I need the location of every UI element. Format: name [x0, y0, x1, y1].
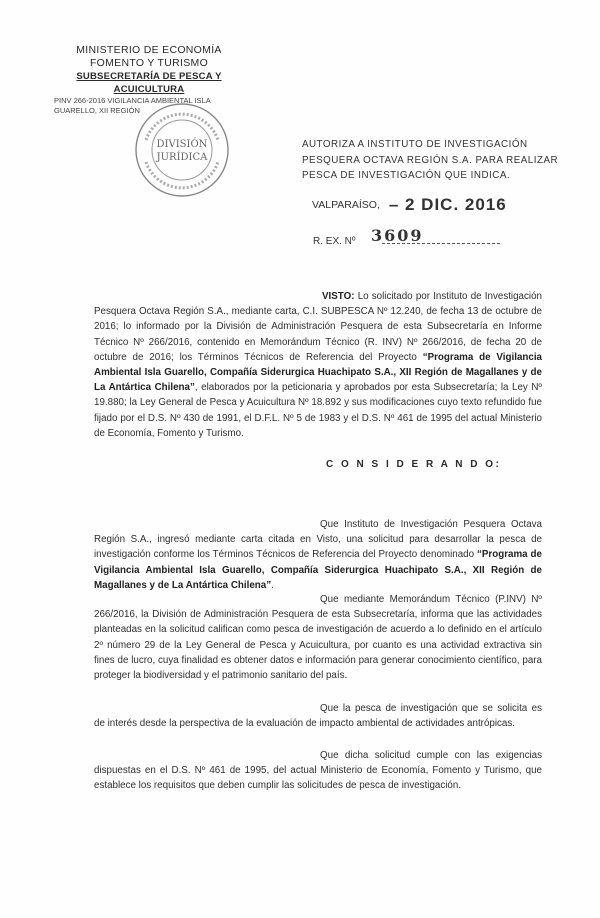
resolution-subject: AUTORIZA A INSTITUTO DE INVESTIGACIÓN PESQUERA OCTAVA REGIÓN S.A. PARA REALIZAR PESCA DE INVESTIGACIÓN QUE INDICA. — [302, 139, 559, 181]
visto-text-2: , elaborados por la peticionaria y aprobados por esta Subsecretaría; la Ley Nº 19.880; la Ley General de Pesca y Acuicultura Nº 18.892 y sus modificaciones cuyo texto refundido fue fijado por el D.S. Nº 430 de 1991, el D.F.L. Nº 5 de 1983 y el D.S. Nº 461 de 1995 del actual Ministerio de Economía, Fomento y Turismo. — [94, 382, 543, 439]
date-line — [312, 195, 507, 215]
reference-line-2: GUARELLO, XII REGIÓN — [54, 106, 140, 115]
date-value: – 2 DIC. 2016 — [388, 195, 507, 214]
considerando-2: Que mediante Memorándum Técnico (P.INV) Nº 266/2016, la División de Administración Pesquera de esta Subsecretaría, informa que las actividades planteadas en la solicitud califican como pesca de investigación de acuerdo a lo definido en el artículo 2º número 29 de la Ley General de Pesca y Acuicultura, por cuanto es una actividad extractiva sin fines de lucro, cuya finalidad es obtener datos e información para generar conocimiento científico, para proteger la biodiversidad y el patrimonio sanitario del país. — [94, 594, 542, 682]
visto-project-name: “Programa de Vigilancia Ambiental Isla Guarello, Compañía Siderurgica Huachipato S.A., XII Región de Magallanes y de La Antártica Chilena” — [94, 351, 542, 394]
reference-line-1: PINV 266-2016 VIGILANCIA AMBIENTAL ISLA — [54, 96, 211, 105]
considerando-1-text: Que Instituto de Investigación Pesquera Octava Región S.A., ingresó mediante carta citada en Visto, una solicitud para desarrollar la pesca de investigación conforme los Términos Técnicos de Referencia del Proyecto denominado — [94, 519, 542, 561]
ministry-line-1: MINISTERIO DE ECONOMÍA — [76, 44, 222, 56]
considerando-3: Que la pesca de investigación que se solicita es de interés desde la perspectiva de la evaluación de impacto ambiental de actividades antrópicas. — [94, 703, 542, 730]
visto-label: VISTO: — [322, 291, 355, 302]
ministry-line-2: FOMENTO Y TURISMO — [89, 57, 209, 69]
considerando-1-project: “Programa de Vigilancia Ambiental Isla Guarello, Compañía Siderurgica Huachipato S.A., XII Región de Magallanes y de La Antártica Chilena” — [94, 549, 542, 591]
visto-paragraph — [94, 289, 542, 441]
considerando-heading: C O N S I D E R A N D O: — [326, 459, 502, 470]
seal-text-1: DIVISIÓN — [156, 139, 208, 150]
considerando-1 — [94, 517, 542, 593]
considerando-4: Que dicha solicitud cumple con las exigencias dispuestas en el D.S. Nº 461 de 1995, del actual Ministerio de Economía, Fomento y Turismo, que establece los requisitos que deben cumplir las solicitudes de pesca de investigación. — [94, 750, 542, 792]
resolution-label: R. EX. Nº — [313, 236, 356, 247]
date-city: VALPARAÍSO, — [312, 199, 380, 211]
considerando-1-end: . — [271, 579, 274, 591]
visto-text-1: Lo solicitado por Instituto de Investigación Pesquera Octava Región S.A., mediante carta, C.I. SUBPESCA Nº 12.240, de fecha 13 de octubre de 2016; lo informado por la División de Administración Pesquera de esta Subsecretaría en Informe Técnico Nº 266/2016, contenido en Memorándum Técnico (R. INV) Nº 266/2016, de fecha 20 de octubre de 2016; los Términos Técnicos de Referencia del Proyecto — [94, 291, 542, 363]
resolution-number: 3609 — [371, 226, 424, 245]
resolution-number-line — [313, 226, 500, 247]
division-juridica-seal — [132, 100, 232, 200]
seal-text-2: JURÍDICA — [156, 152, 208, 163]
subsecretaria-name: SUBSECRETARÍA DE PESCA Y ACUICULTURA — [76, 71, 222, 95]
